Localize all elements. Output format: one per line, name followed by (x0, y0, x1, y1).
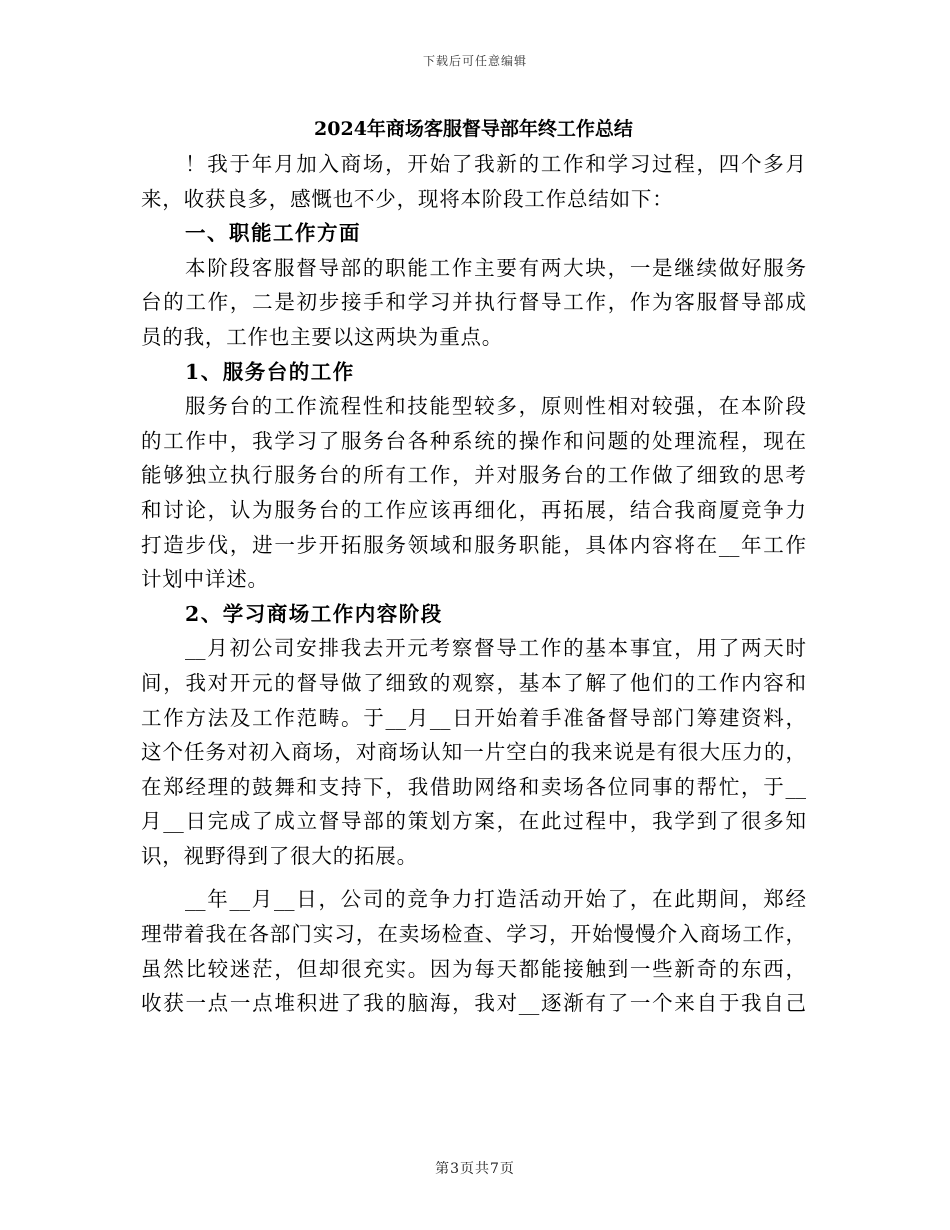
text-line: 这个任务对初入商场，对商场认知一片空白的我来说是有很大压力的， (141, 740, 806, 765)
text-line: 识，视野得到了很大的拓展。 (141, 843, 418, 868)
document-text (141, 147, 806, 1021)
document-body (141, 113, 806, 1021)
text-line: __月初公司安排我去开元考察督导工作的基本事宜，用了两天时 (185, 636, 806, 661)
section-heading: 2、学习商场工作内容阶段 (185, 601, 443, 626)
text-line: 收获一点一点堆积进了我的脑海，我对__逐渐有了一个来自于我自己 (141, 991, 806, 1016)
text-line: 理带着我在各部门实习，在卖场检查、学习，开始慢慢介入商场工作， (141, 922, 806, 947)
section-heading: 1、服务台的工作 (185, 359, 355, 384)
section-heading: 一、职能工作方面 (185, 221, 361, 246)
text-line: 能够独立执行服务台的所有工作，并对服务台的工作做了细致的思考 (141, 463, 806, 488)
text-line: 服务台的工作流程性和技能型较多，原则性相对较强，在本阶段 (185, 394, 806, 419)
text-line: 本阶段客服督导部的职能工作主要有两大块，一是继续做好服务 (185, 255, 806, 280)
document-title: 2024年商场客服督导部年终工作总结 (314, 118, 633, 140)
text-line: 员的我，工作也主要以这两块为重点。 (141, 324, 504, 349)
page-footer: 第3页共7页 (435, 1161, 515, 1177)
paragraph-gap (141, 873, 806, 882)
text-line: 工作方法及工作范畴。于__月__日开始着手准备督导部门筹建资料， (141, 705, 806, 730)
text-line: 虽然比较迷茫，但却很充实。因为每天都能接触到一些新奇的东西， (141, 956, 806, 981)
text-line: 来，收获良多，感慨也不少，现将本阶段工作总结如下： (141, 186, 674, 211)
text-line: 月__日完成了成立督导部的策划方案，在此过程中，我学到了很多知 (141, 809, 806, 834)
text-line: 计划中详述。 (141, 567, 269, 592)
text-line: 台的工作，二是初步接手和学习并执行督导工作，作为客服督导部成 (141, 290, 806, 315)
page-header: 下载后可任意编辑 (422, 54, 527, 68)
text-line: __年__月__日，公司的竞争力打造活动开始了，在此期间，郑经 (185, 887, 806, 912)
text-line: 的工作中，我学习了服务台各种系统的操作和问题的处理流程，现在 (141, 428, 806, 453)
text-line: 和讨论，认为服务台的工作应该再细化，再拓展，结合我商厦竞争力 (141, 497, 806, 522)
text-line: 在郑经理的鼓舞和支持下，我借助网络和卖场各位同事的帮忙，于__ (141, 774, 806, 799)
text-line: 打造步伐，进一步开拓服务领域和服务职能，具体内容将在__年工作 (141, 532, 806, 557)
text-line: 间，我对开元的督导做了细致的观察，基本了解了他们的工作内容和 (141, 670, 806, 695)
text-line: ！我于年月加入商场，开始了我新的工作和学习过程，四个多月 (185, 152, 806, 176)
